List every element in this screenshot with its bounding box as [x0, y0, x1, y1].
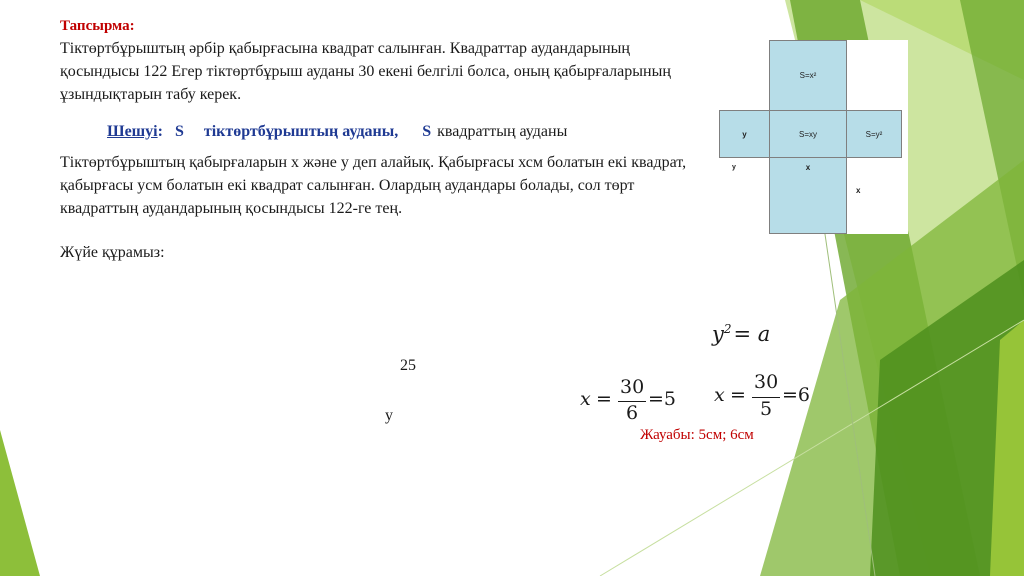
square-right-label: S=y²	[865, 129, 883, 139]
task-text: Тіктөртбұрыштың әрбір қабырғасына квадрат салынған. Квадраттар аудандарының қосындысы 122 Егер тіктөртбұрыш ауданы 30 екені белгілі болса, оның қабырғаларының ұзындықтарын табу керек.	[60, 40, 671, 103]
square-left	[719, 110, 770, 158]
f1-lhs: x	[580, 388, 591, 410]
formula-y-squared	[712, 322, 770, 346]
square-left-label: у	[742, 129, 747, 139]
rectangle-center-label: S=xy	[798, 129, 817, 139]
square-top-label: S=x²	[799, 71, 817, 80]
s1-description: тіктөртбұрыштың ауданы,	[203, 123, 399, 140]
f3-rest: = a	[733, 322, 771, 346]
formula-x-5	[580, 376, 690, 426]
solution-line	[107, 123, 567, 141]
system-heading: Жүйе құрамыз:	[60, 244, 165, 261]
f1-result: =5	[648, 388, 677, 410]
squares-diagram	[706, 40, 908, 234]
formula-x-6	[714, 371, 824, 421]
square-top	[769, 40, 847, 111]
number-25: 25	[400, 357, 416, 374]
f1-denominator: 6	[626, 402, 639, 424]
s-symbol-2: S	[422, 123, 432, 140]
s-symbol-1: S	[174, 123, 184, 140]
rectangle-center	[769, 110, 847, 158]
square-right	[846, 110, 902, 158]
f2-lhs: x	[714, 384, 725, 406]
f1-numerator: 30	[620, 376, 645, 398]
side-x-label: x	[856, 186, 861, 195]
square-bottom-label: x	[805, 163, 811, 172]
f1-eq: =	[596, 388, 612, 410]
side-y-label: у	[732, 164, 736, 171]
f3-base: y	[712, 322, 724, 346]
f2-numerator: 30	[754, 371, 779, 393]
f2-result: =6	[782, 384, 811, 406]
f2-eq: =	[730, 384, 746, 406]
f3-exponent: 2	[723, 322, 732, 336]
task-title: Тапсырма:	[60, 18, 135, 34]
answer-text: Жауабы: 5см; 6см	[640, 427, 754, 443]
f2-denominator: 5	[760, 398, 773, 420]
solution-colon: :	[157, 123, 163, 140]
solution-body: Тіктөртбұрыштың қабырғаларын х және у деп алайық. Қабырғасы хсм болатын екі квадрат, қабырғасы усм болатын екі квадрат салынған. Олардың аудандары болады, сол төрт квадраттың аудандарының қосындысы 122-ге тең.	[60, 154, 687, 217]
y-letter: у	[385, 407, 393, 424]
solution-label: Шешуі	[107, 123, 158, 140]
square-bottom	[769, 157, 847, 234]
s2-description: квадраттың ауданы	[437, 123, 568, 140]
